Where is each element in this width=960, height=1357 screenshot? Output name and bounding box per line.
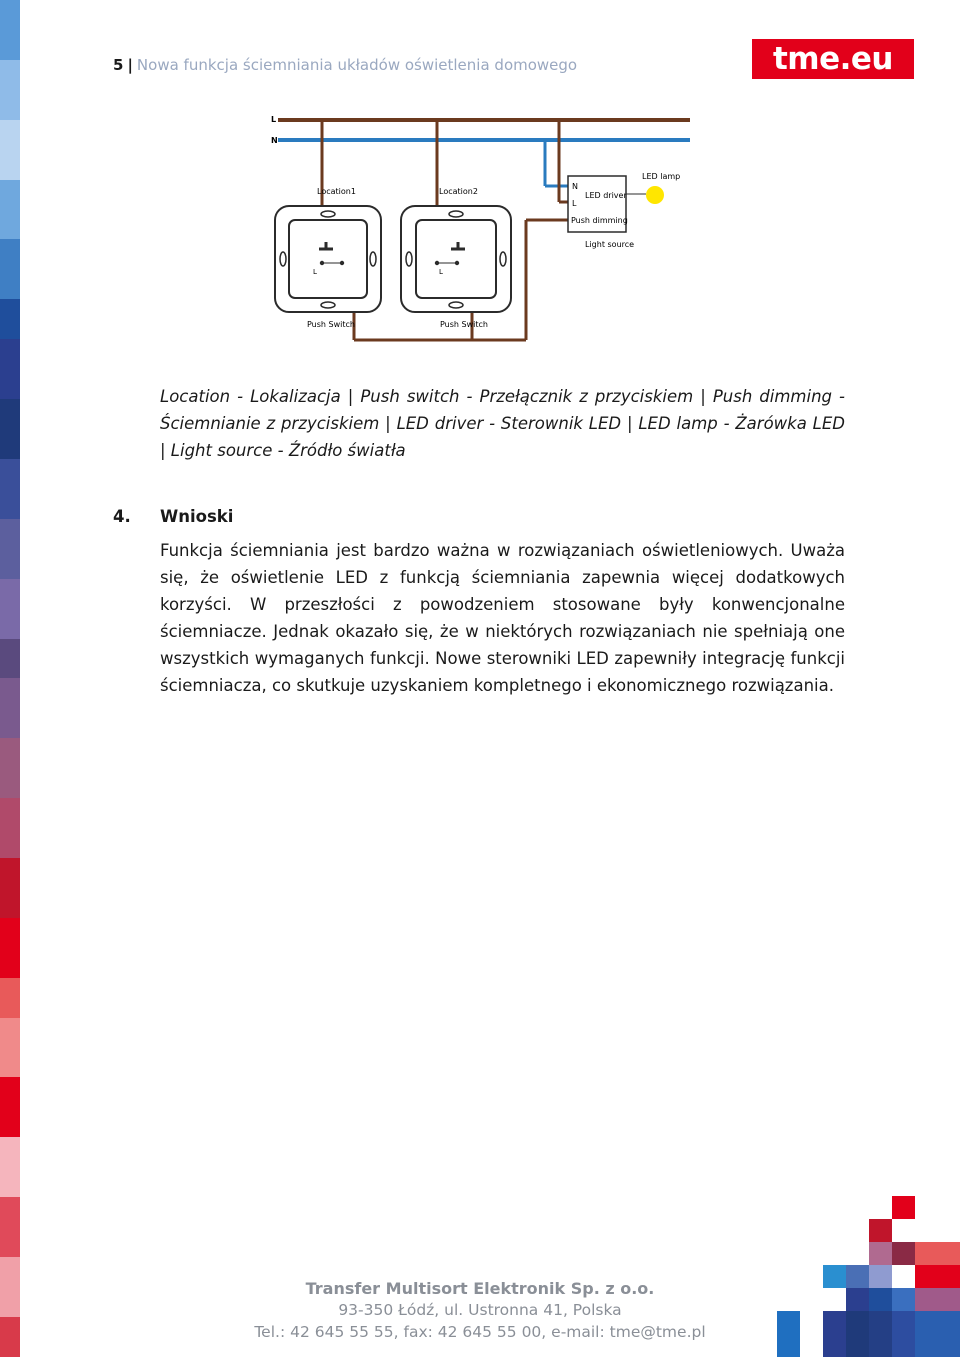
location1-label: Location1 xyxy=(317,187,356,196)
label-n: N xyxy=(271,136,278,145)
document-title: Nowa funkcja ściemniania układów oświetlenia domowego xyxy=(136,56,578,74)
light-source-label: Light source xyxy=(585,240,635,249)
svg-text:N: N xyxy=(572,182,578,191)
section-heading xyxy=(113,507,233,526)
wiring-diagram xyxy=(262,108,702,348)
diagram-legend: Location - Lokalizacja | Push switch - Przełącznik z przyciskiem | Push dimming - Ściemnianie z przyciskiem | LED driver - Sterownik LED | LED lamp - Żarówka LED | Light source - Źródło światła xyxy=(160,387,845,460)
svg-text:L: L xyxy=(572,199,577,208)
label-l: L xyxy=(271,115,277,124)
svg-text:L: L xyxy=(439,268,443,276)
led-driver-label: LED driver xyxy=(585,191,627,200)
push-switch-2-plate xyxy=(416,220,496,298)
footer-company: Transfer Multisort Elektronik Sp. z o.o. xyxy=(305,1279,655,1298)
section-number: 4. xyxy=(113,507,131,526)
page-number: 5 xyxy=(113,56,124,74)
led-lamp-label: LED lamp xyxy=(642,172,681,181)
header-separator: | xyxy=(127,56,133,74)
section-title: Wnioski xyxy=(160,507,234,526)
footer-address: 93-350 Łódź, ul. Ustronna 41, Polska xyxy=(338,1301,622,1319)
push-dimming-label: Push dimming xyxy=(571,216,628,225)
footer-contact: Tel.: 42 645 55 55, fax: 42 645 55 00, e-mail: tme@tme.pl xyxy=(254,1323,706,1341)
push-switch-1-plate xyxy=(289,220,367,298)
conclusions-paragraph: Funkcja ściemniania jest bardzo ważna w rozwiązaniach oświetleniowych. Uważa się, że oświetlenie LED z funkcją ściemniania zapewnia więcej dodatkowych korzyści. W przeszłości z powodzeniem stosowane były konwencjonalne ściemniacze. Jednak okazało się, że w niektórych rozwiązaniach nie spełniają one wszystkich wymaganych funkcji. Nowe sterowniki LED zapewniły integrację funkcji ściemniacza, co skutkuje uzyskaniem kompletnego i ekonomicznego rozwiązania. xyxy=(160,541,845,695)
push-switch-1-label: Push Switch xyxy=(307,320,355,329)
page-header xyxy=(113,56,577,74)
push-switch-2-label: Push Switch xyxy=(440,320,488,329)
location2-label: Location2 xyxy=(439,187,478,196)
led-lamp-icon xyxy=(646,186,664,204)
tme-logo: tme.eu xyxy=(752,39,914,79)
svg-text:L: L xyxy=(313,268,317,276)
decorative-color-strip xyxy=(0,0,20,1357)
